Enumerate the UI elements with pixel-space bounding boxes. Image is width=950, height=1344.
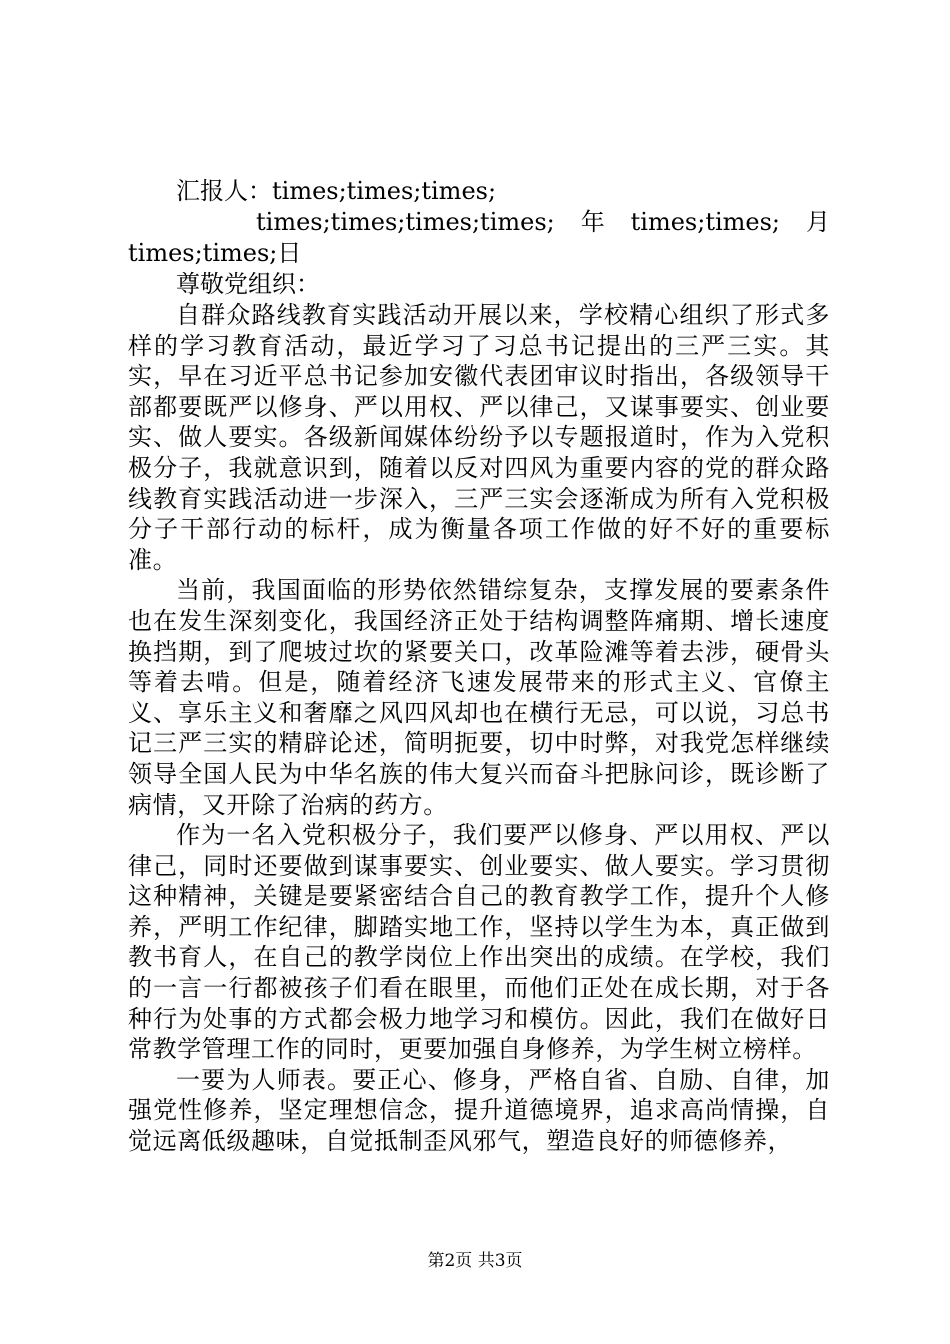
page-indicator: 第2页 共3页	[427, 1251, 523, 1271]
document-page	[128, 176, 830, 1157]
paragraph-3: 作为一名入党积极分子，我们要严以修身、严以用权、严以律己，同时还要做到谋事要实、创业要实、做人要实。学习贯彻这种精神，关键是要紧密结合自己的教育教学工作，提升个人修养，严明工作纪律，脚踏实地工作，坚持以学生为本，真正做到教书育人，在自己的教学岗位上作出突出的成绩。在学校，我们的一言一行都被孩子们看在眼里，而他们正处在成长期，对于各种行为处事的方式都会极力地学习和模仿。因此，我们在做好日常教学管理工作的同时，更要加强自身修养，为学生树立榜样。	[128, 821, 830, 1064]
date-year-label: 年	[580, 208, 605, 236]
salutation: 尊敬党组织：	[176, 270, 320, 298]
date-month-label: 月	[805, 208, 830, 236]
date-year-value: times;times;times;times;	[256, 208, 555, 236]
date-month-value: times;times;	[630, 208, 781, 236]
reporter-line: 汇报人：times;times;times;	[176, 177, 497, 205]
page-footer	[0, 1246, 950, 1271]
date-line	[128, 207, 830, 238]
paragraph-4: 一要为人师表。要正心、修身，严格自省、自励、自律，加强党性修养，坚定理想信念，提升道德境界，追求高尚情操，自觉远离低级趣味，自觉抵制歪风邪气，塑造良好的师德修养，	[128, 1065, 830, 1156]
paragraph-2: 当前，我国面临的形势依然错综复杂，支撑发展的要素条件也在发生深刻变化，我国经济正处于结构调整阵痛期、增长速度换挡期，到了爬坡过坎的紧要关口，改革险滩等着去涉，硬骨头等着去啃。但是，随着经济飞速发展带来的形式主义、官僚主义、享乐主义和奢靡之风四风却也在横行无忌，可以说，习总书记三严三实的精辟论述，简明扼要，切中时弊，对我党怎样继续领导全国人民为中华名族的伟大复兴而奋斗把脉问诊，既诊断了病情，又开除了治病的药方。	[128, 576, 830, 819]
date-day: times;times;日	[128, 239, 302, 267]
paragraph-1: 自群众路线教育实践活动开展以来，学校精心组织了形式多样的学习教育活动，最近学习了习总书记提出的三严三实。其实，早在习近平总书记参加安徽代表团审议时指出，各级领导干部都要既严以修身、严以用权、严以律己，又谋事要实、创业要实、做人要实。各级新闻媒体纷纷予以专题报道时，作为入党积极分子，我就意识到，随着以反对四风为重要内容的党的群众路线教育实践活动进一步深入，三严三实会逐渐成为所有入党积极分子干部行动的标杆，成为衡量各项工作做的好不好的重要标准。	[128, 301, 830, 574]
